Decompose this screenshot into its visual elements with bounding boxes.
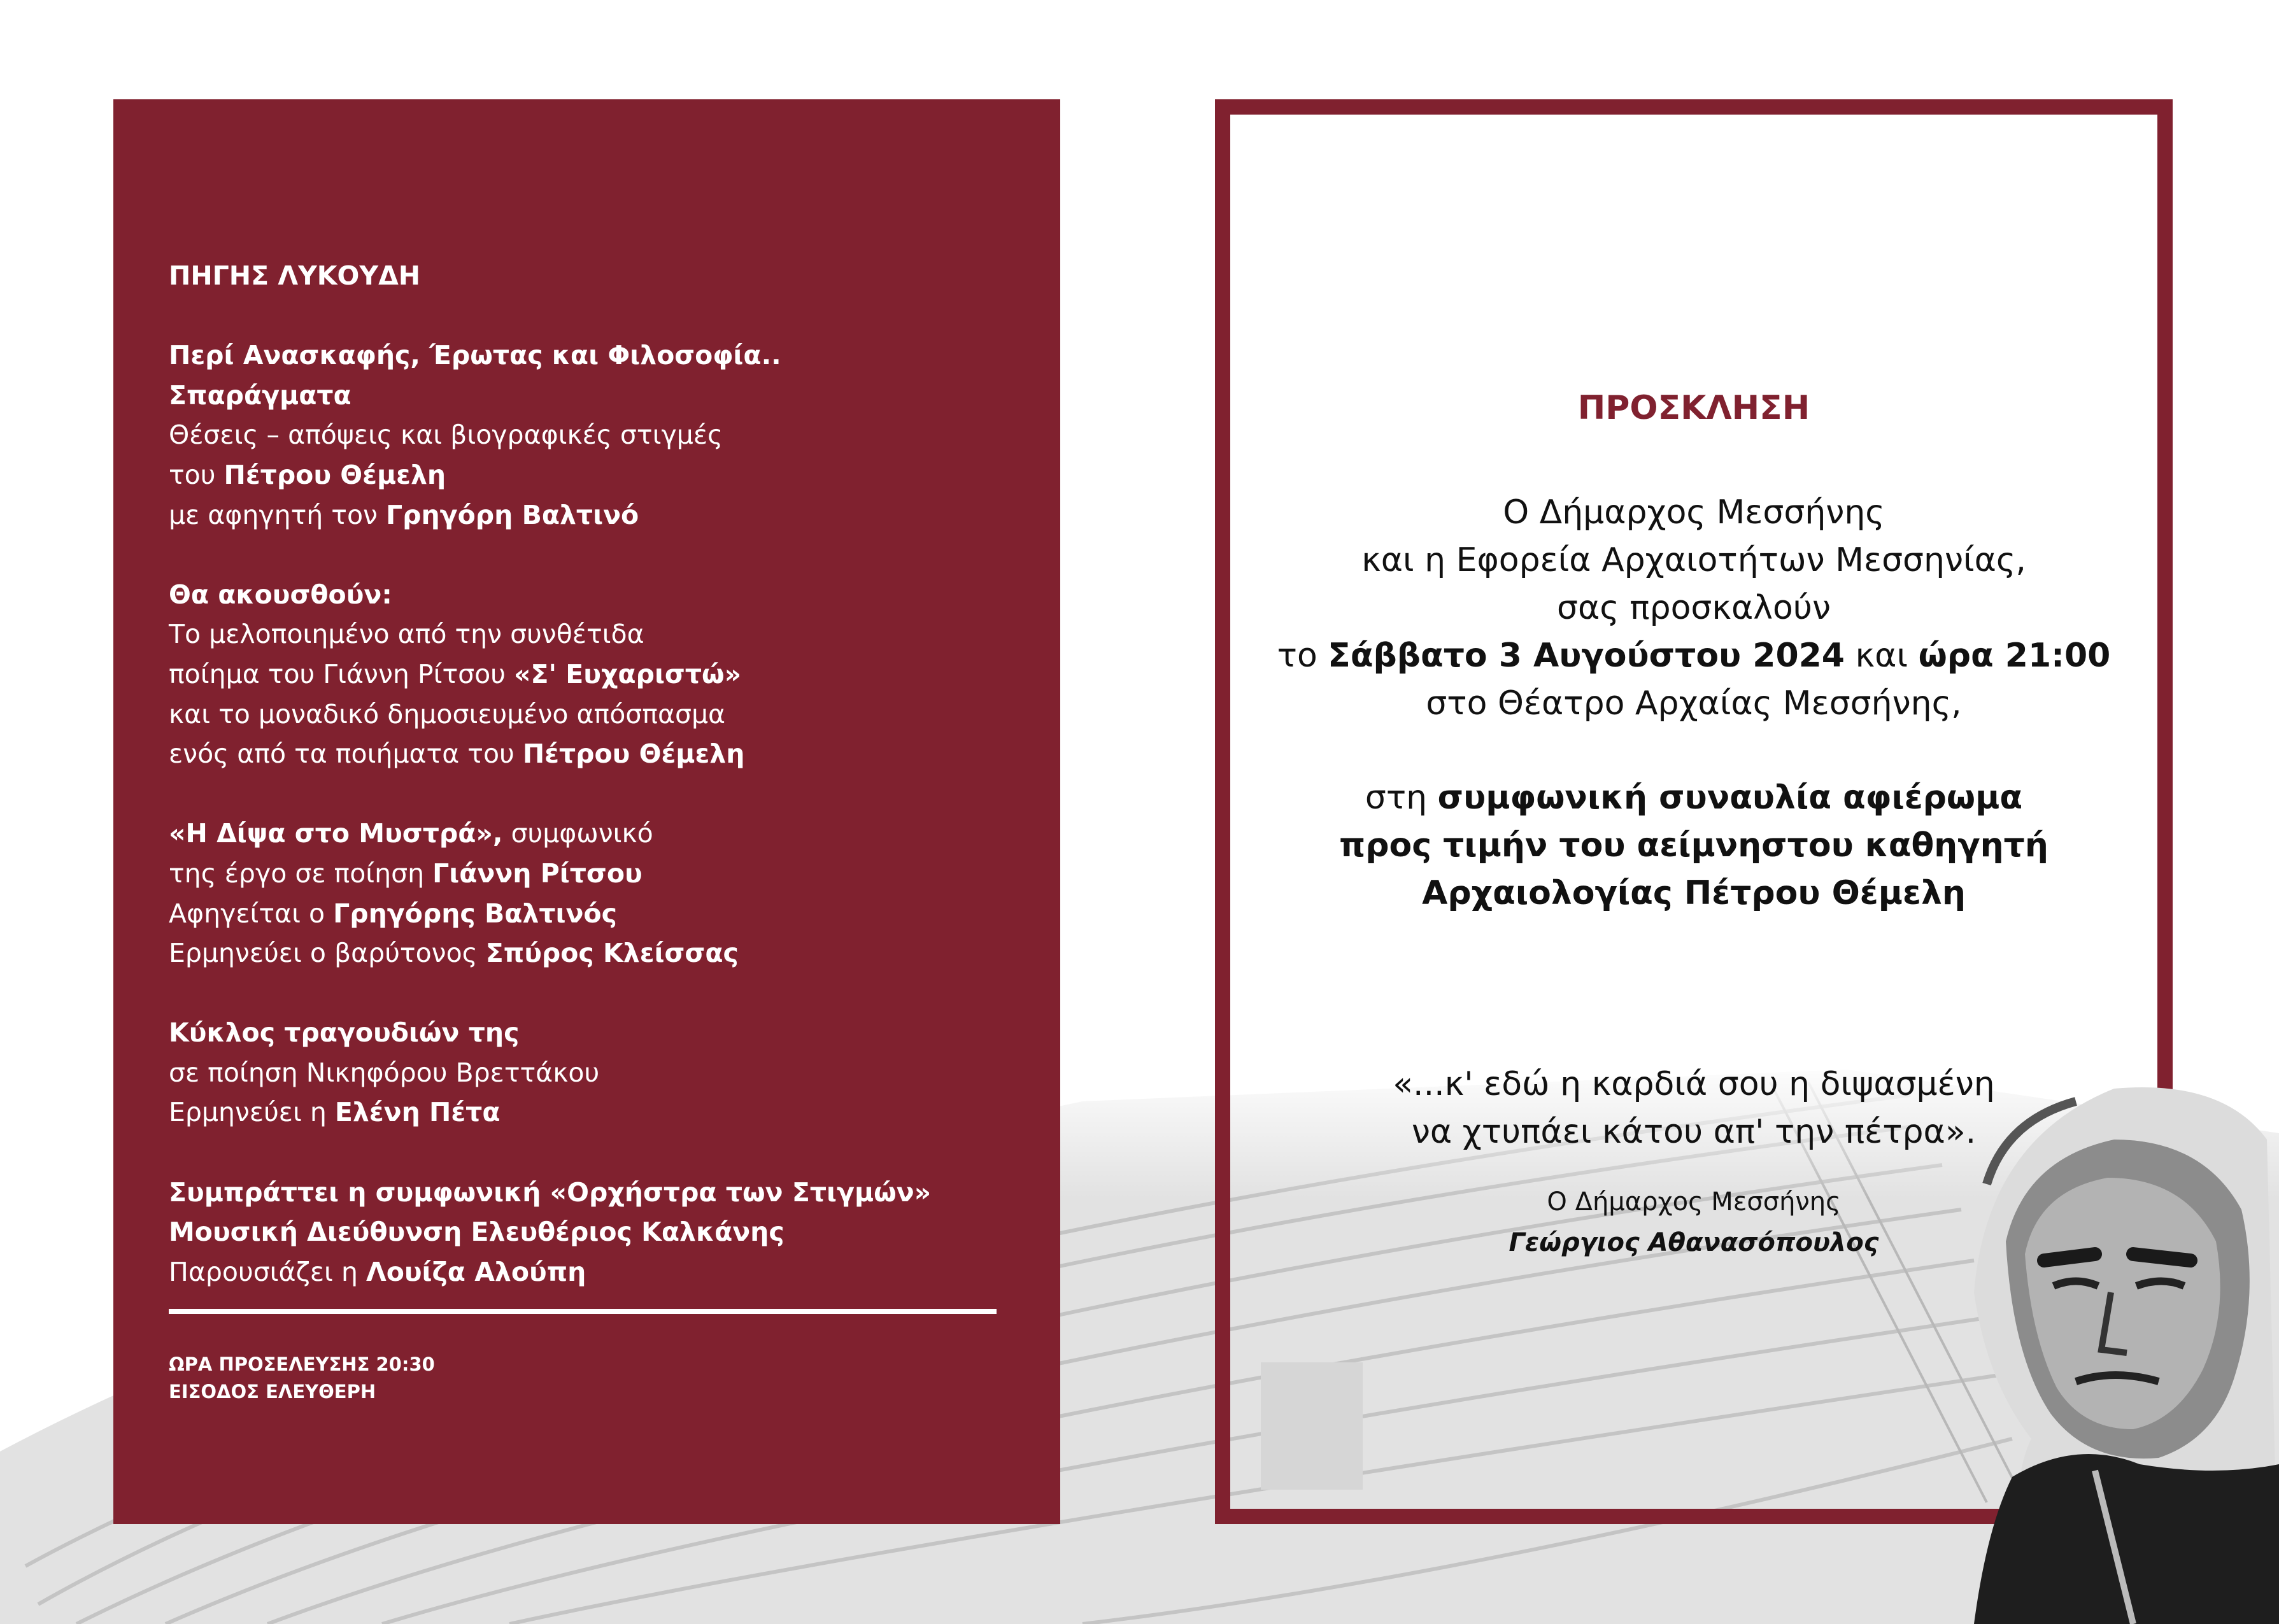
invitation-hosts (1215, 489, 2173, 728)
program-p4-line3: Ερμηνεύει η Ελένη Πέτα (169, 1097, 501, 1128)
program-p1-line3: Θέσεις – απόψεις και βιογραφικές στιγμές (169, 420, 723, 451)
invitation-title: ΠΡΟΣΚΛΗΣΗ (1577, 389, 1810, 427)
program-p5-line1: Συμπράττει η συμφωνική «Ορχήστρα των Στιγμών» (169, 1176, 932, 1208)
program-p1-line1: Περί Ανασκαφής, Έρωτας και Φιλοσοφία.. (169, 340, 781, 371)
concert-description (1215, 774, 2173, 917)
concert-line3: Αρχαιολογίας Πέτρου Θέμελη (1422, 874, 1966, 912)
quote-line1: «...κ' εδώ η καρδιά σου η διψασμένη (1393, 1065, 1995, 1103)
invitation-line2: και η Εφορεία Αρχαιοτήτων Μεσσηνίας, (1361, 541, 2026, 579)
program-p1-line4: του Πέτρου Θέμελη (169, 459, 446, 490)
program-p2-line4: και το μοναδικό δημοσιευμένο απόσπασμα (169, 698, 726, 730)
program-p3-line3: Αφηγείται ο Γρηγόρης Βαλτινός (169, 898, 617, 929)
program-p2-line3: ποίημα του Γιάννη Ρίτσου «Σ' Ευχαριστώ» (169, 658, 742, 689)
program-p3-line1: «Η Δίψα στο Μυστρά», συμφωνικό (169, 818, 653, 849)
invitation-line3: σας προσκαλούν (1556, 589, 1831, 627)
program-p4-line1: Κύκλος τραγουδιών της (169, 1017, 520, 1049)
program-p5-line2: Μουσική Διεύθυνση Ελευθέριος Καλκάνης (169, 1217, 785, 1248)
concert-line2: προς τιμήν του αείμνηστου καθηγητή (1339, 826, 2048, 865)
program-p3-line4: Ερμηνεύει ο βαρύτονος Σπύρος Κλείσσας (169, 938, 739, 969)
invitation-datetime: το Σάββατο 3 Αυγούστου 2024 και ώρα 21:00 (1277, 637, 2111, 675)
concert-line1: στη συμφωνική συναυλία αφιέρωμα (1365, 779, 2023, 817)
invitation-line1: Ο Δήμαρχος Μεσσήνης (1503, 493, 1885, 532)
program-p2-line2: Το μελοποιημένο από την συνθέτιδα (169, 619, 644, 650)
free-entry: ΕΙΣΟΔΟΣ ΕΛΕΥΘΕΡΗ (169, 1381, 376, 1402)
quote-line2: να χτυπάει κάτου απ' την πέτρα». (1411, 1113, 1977, 1151)
program-p3-line2: της έργο σε ποίηση Γιάννη Ρίτσου (169, 858, 643, 889)
portrait-image (1949, 1082, 2279, 1624)
program-title: ΠΗΓΗΣ ΛΥΚΟΥΔΗ (169, 260, 421, 291)
divider-line (169, 1309, 997, 1314)
arrival-time: ΩΡΑ ΠΡΟΣΕΛΕΥΣΗΣ 20:30 (169, 1353, 435, 1375)
program-p1-line2: Σπαράγματα (169, 379, 351, 411)
entry-info (169, 1351, 435, 1406)
invitation-venue: στο Θέατρο Αρχαίας Μεσσήνης, (1426, 684, 1962, 723)
program-p1-line5: με αφηγητή τον Γρηγόρη Βαλτινό (169, 499, 639, 530)
signature-role: Ο Δήμαρχος Μεσσήνης (1547, 1187, 1841, 1217)
program-p5-line3: Παρουσιάζει η Λουίζα Αλούπη (169, 1256, 586, 1287)
program-panel (113, 99, 1060, 1524)
signature-name: Γεώργιος Αθανασόπουλος (1509, 1228, 1879, 1257)
program-text (169, 256, 1022, 1292)
program-p2-line5: ενός από τα ποιήματα του Πέτρου Θέμελη (169, 738, 745, 770)
program-p2-line1: Θα ακουσθούν: (169, 579, 392, 610)
program-p4-line2: σε ποίηση Νικηφόρου Βρεττάκου (169, 1057, 600, 1088)
